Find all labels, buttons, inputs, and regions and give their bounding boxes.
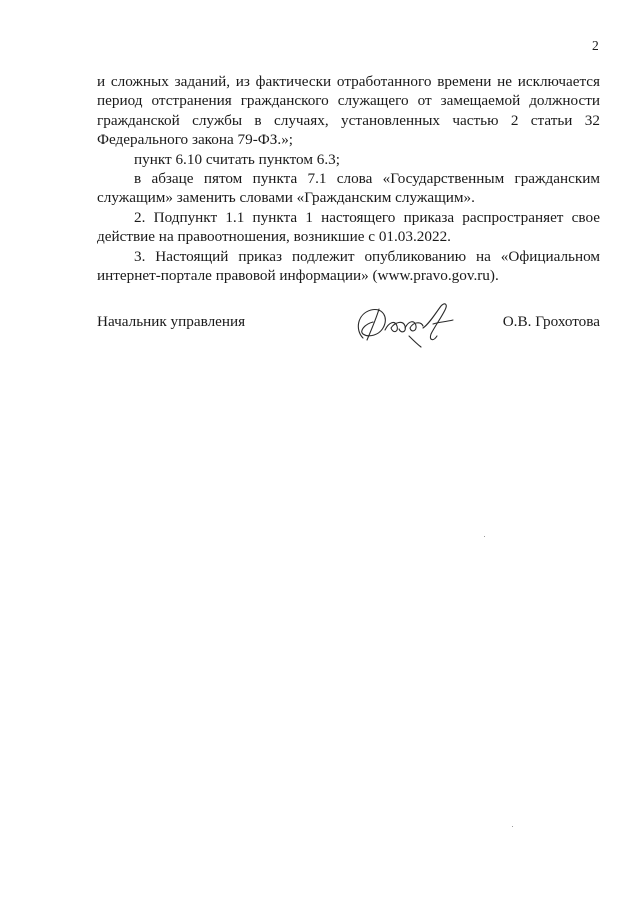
signatory-position: Начальник управления <box>97 313 246 330</box>
handwritten-signature <box>349 300 465 348</box>
paragraph-clause-2: 2. Подпункт 1.1 пункта 1 настоящего приказа распространяет свое действие на правоотношения, возникшие с 01.03.2022. <box>97 208 600 246</box>
paragraph-item-7-1: в абзаце пятом пункта 7.1 слова «Государственным гражданским служащим» заменить словами «Гражданским служащим». <box>97 170 600 207</box>
paragraph-continuation: и сложных заданий, из фактически отработанного времени не исключается период отстранения гражданского служащего от замещаемой должности гражданской службы в случаях, установленных частью 2 статьи 32 Федерального закона 79-ФЗ.»; <box>97 73 600 149</box>
paragraph-clause-3: 3. Настоящий приказ подлежит опубликованию на «Официальном интернет-портале правовой информации» (www.pravo.gov.ru). <box>97 247 600 285</box>
scan-speck <box>484 536 485 537</box>
signatory-name: О.В. Грохотова <box>502 313 600 330</box>
document-body <box>97 72 600 285</box>
signature-block <box>97 300 600 350</box>
page-number: 2 <box>592 38 599 53</box>
scan-speck <box>512 826 513 827</box>
paragraph-item-6-10: пункт 6.10 считать пунктом 6.3; <box>134 150 340 168</box>
